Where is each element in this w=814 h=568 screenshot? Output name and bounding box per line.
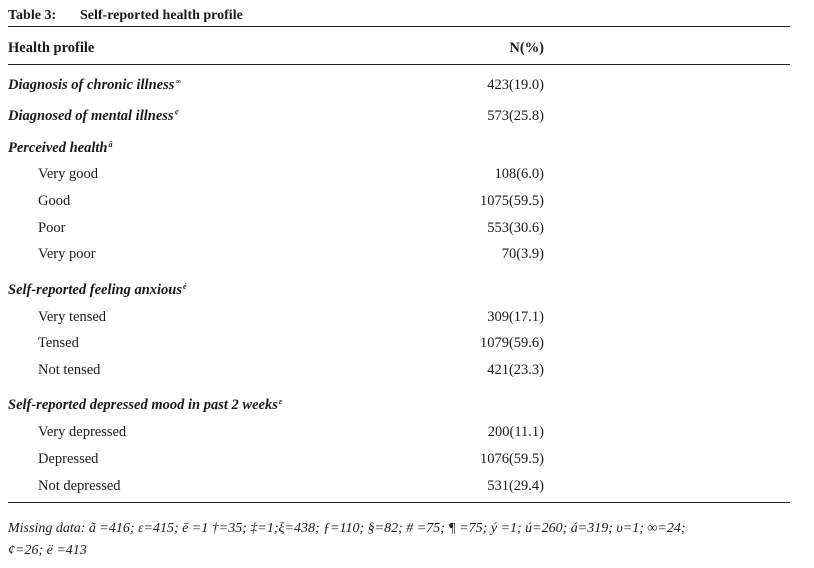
row-value: 309(17.1) [487,309,544,325]
footnote-marker: ∞ [175,77,182,86]
row-value: 200(11.1) [487,424,544,440]
row-value: 421(23.3) [487,362,544,378]
row-label: Diagnosed of mental illness¢ [8,108,179,124]
row-label: Depressed [38,451,99,467]
footnote-marker: ¢ [174,108,179,117]
table-row [8,307,790,327]
row-label: Self-reported feeling anxious$^é$ [8,282,187,298]
table-row [8,449,790,469]
row-value: 553(30.6) [487,220,544,236]
table-container [8,0,790,568]
header-row [8,38,790,58]
footnote-line-2: ¢=26; ë =413 [8,543,87,558]
row-value: 108(6.0) [494,166,544,182]
row-value: 1075(59.5) [479,193,544,209]
footnote-marker: é [183,282,187,291]
row-label: Diagnosis of chronic illness∞ [8,77,182,93]
row-label: Poor [38,220,66,236]
header-health-profile: Health profile [8,40,95,56]
table-row [8,244,790,264]
row-label: Very depressed [38,424,127,440]
row-label: Very good [38,166,99,182]
row-label: Not tensed [38,362,101,378]
header-rule [8,64,790,65]
table-row [8,138,790,158]
bottom-rule [8,502,790,503]
row-label: Not depressed [38,478,121,494]
footnote-marker: ε [278,397,283,406]
table-row [8,422,790,442]
table-row [8,75,790,95]
table-label: Table 3: [8,8,57,23]
table-row [8,333,790,353]
table-row [8,164,790,184]
table-row [8,360,790,380]
row-value: 1076(59.5) [479,451,544,467]
table-row [8,218,790,238]
table-row [8,191,790,211]
footnote-line-1: Missing data: ã =416; ε=415; ē =1 †=35; ‡=1;ξ=438; ƒ=110; §=82; # =75; ¶ =75; ý =1; ú=260; á=319; υ=1; ∞=24; [8,521,686,536]
row-label: Very tensed [38,309,107,325]
table-caption [8,8,243,24]
table-row [8,106,790,126]
row-value: 1079(59.6) [479,335,544,351]
row-label: Perceived health$^ã$ [8,140,113,156]
row-label: Very poor [38,246,96,262]
missing-data-footnote [8,518,790,562]
row-value: 423(19.0) [487,77,544,93]
table-title: Self-reported health profile [80,8,243,23]
row-value: 573(25.8) [487,108,544,124]
row-value: 531(29.4) [487,478,544,494]
header-n-percent: N(%) [509,40,544,56]
row-value: 70(3.9) [501,246,544,262]
table-row [8,280,790,300]
footnote-marker: ã [108,140,113,149]
row-label: Self-reported depressed mood in past 2 weeks$^\varepsilon$ [8,397,283,413]
top-rule [8,26,790,27]
row-label: Good [38,193,71,209]
table-row [8,476,790,496]
row-label: Tensed [38,335,79,351]
table-row [8,395,790,415]
